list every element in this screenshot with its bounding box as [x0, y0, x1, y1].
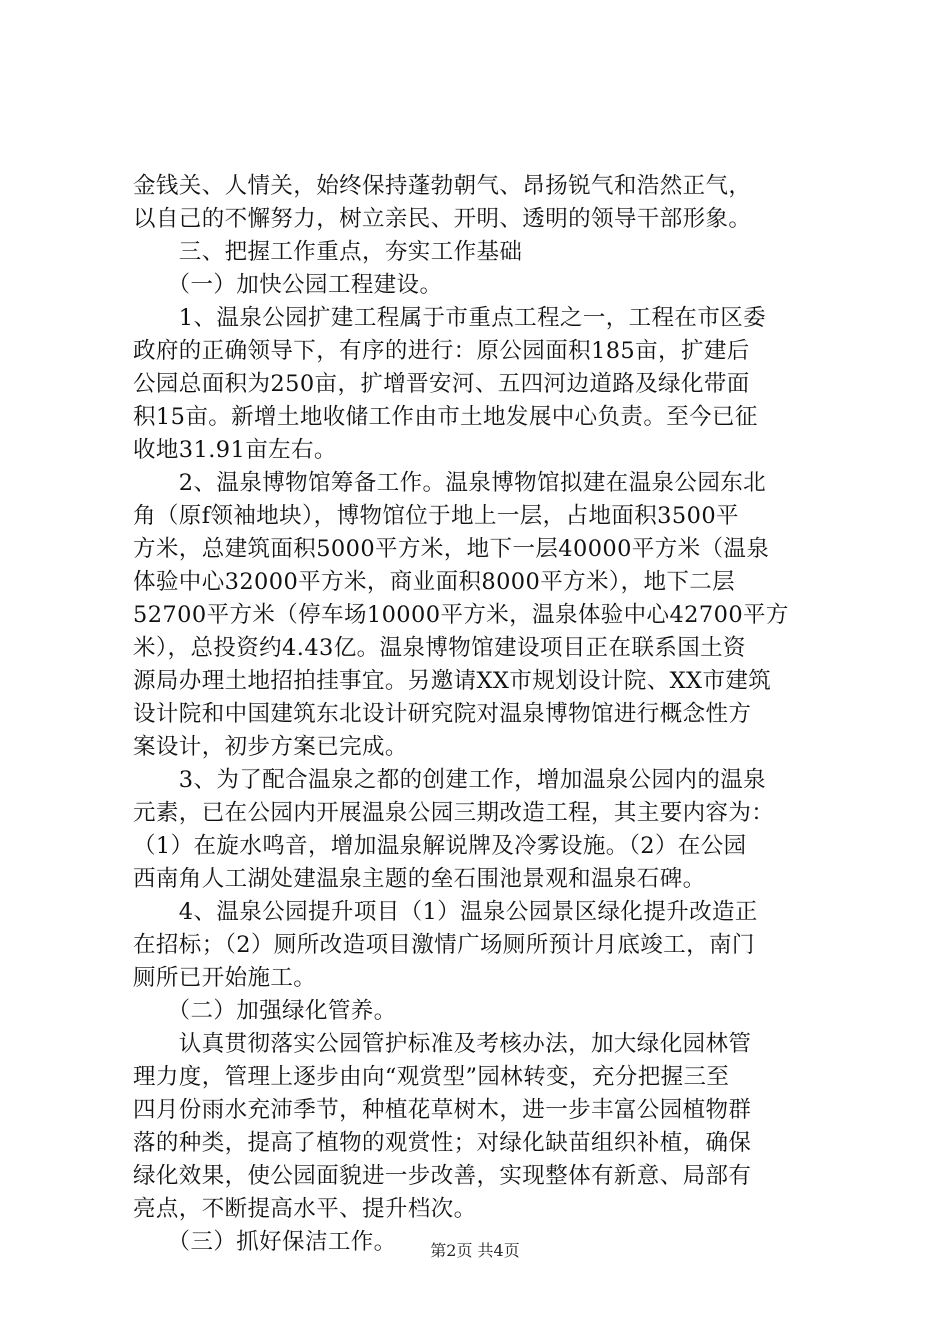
text-line: 亮点，不断提高水平、提升档次。	[133, 1196, 477, 1222]
text-line: （1）在旋水鸣音，增加温泉解说牌及冷雾设施。（2）在公园	[133, 833, 747, 859]
text-line: 政府的正确领导下，有序的进行：原公园面积185亩，扩建后	[133, 338, 750, 364]
subsection-heading: （一）加快公园工程建设。	[133, 272, 443, 298]
text-line: 积15亩。新增土地收储工作由市土地发展中心负责。至今已征	[133, 404, 758, 430]
text-line: 体验中心32000平方米，商业面积8000平方米），地下二层	[133, 569, 736, 595]
text-line: 元素，已在公园内开展温泉公园三期改造工程，其主要内容为：	[133, 800, 775, 826]
text-line: 案设计，初步方案已完成。	[133, 734, 408, 760]
section-heading: 三、把握工作重点，夯实工作基础	[133, 239, 523, 265]
subsection-heading: （二）加强绿化管养。	[133, 998, 397, 1024]
subsection-heading: （三）抓好保洁工作。	[133, 1229, 397, 1255]
text-line: 4、温泉公园提升项目（1）温泉公园景区绿化提升改造正	[133, 899, 758, 925]
text-line: 设计院和中国建筑东北设计研究院对温泉博物馆进行概念性方	[133, 701, 752, 727]
text-line: 绿化效果，使公园面貌进一步改善，实现整体有新意、局部有	[133, 1163, 752, 1189]
text-line: 以自己的不懈努力，树立亲民、开明、透明的领导干部形象。	[133, 206, 752, 232]
text-line: 认真贯彻落实公园管护标准及考核办法，加大绿化园林管	[133, 1031, 752, 1057]
text-line: 2、温泉博物馆筹备工作。温泉博物馆拟建在温泉公园东北	[133, 470, 767, 496]
text-line: 米），总投资约4.43亿。温泉博物馆建设项目正在联系国土资	[133, 635, 746, 661]
text-line: 3、为了配合温泉之都的创建工作，增加温泉公园内的温泉	[133, 767, 767, 793]
text-line: 理力度，管理上逐步由向“观赏型”园林转变，充分把握三至	[133, 1064, 730, 1090]
text-line: 西南角人工湖处建温泉主题的垒石围池景观和温泉石碑。	[133, 866, 706, 892]
page-number-footer: 第2页 共4页	[430, 1241, 520, 1260]
text-line: 厕所已开始施工。	[133, 965, 317, 991]
text-line: 角（原f领袖地块），博物馆位于地上一层，占地面积3500平	[133, 503, 739, 529]
text-line: 源局办理土地招拍挂事宜。另邀请XX市规划设计院、XX市建筑	[133, 668, 772, 694]
text-line: 收地31.91亩左右。	[133, 437, 337, 463]
text-line: 方米，总建筑面积5000平方米，地下一层40000平方米（温泉	[133, 536, 770, 562]
text-line: 1、温泉公园扩建工程属于市重点工程之一，工程在市区委	[133, 305, 767, 331]
text-line: 金钱关、人情关，始终保持蓬勃朝气、昂扬锐气和浩然正气，	[133, 173, 752, 199]
document-body	[133, 170, 833, 1259]
text-line: 在招标；（2）厕所改造项目激情广场厕所预计月底竣工，南门	[133, 932, 755, 958]
text-line: 公园总面积为250亩，扩增晋安河、五四河边道路及绿化带面	[133, 371, 750, 397]
text-line: 52700平方米（停车场10000平方米，温泉体验中心42700平方	[133, 602, 789, 628]
text-line: 四月份雨水充沛季节，种植花草树木，进一步丰富公园植物群	[133, 1097, 752, 1123]
text-line: 落的种类，提高了植物的观赏性；对绿化缺苗组织补植，确保	[133, 1130, 752, 1156]
